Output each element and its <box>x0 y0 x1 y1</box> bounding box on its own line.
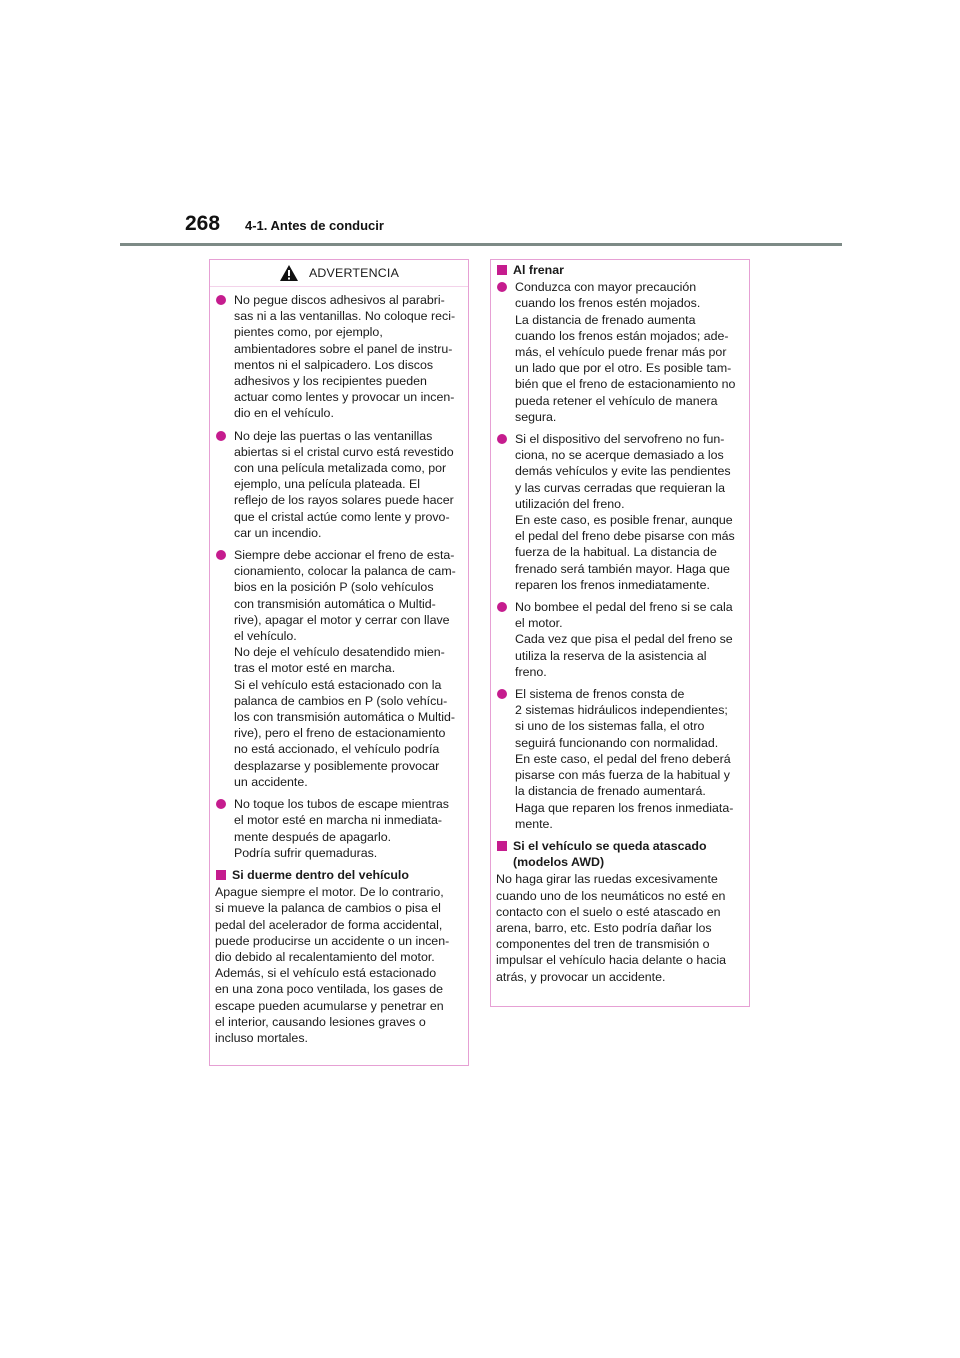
bullet-dot-icon <box>216 295 226 305</box>
text-line: y las curvas cerradas que requieran la <box>515 480 726 495</box>
text-line: pisarse con más fuerza de la habitual y <box>515 768 730 783</box>
text-line: rive), pero el freno de estacionamiento <box>234 726 446 741</box>
text-line: seguirá funcionando con normalidad. <box>515 735 719 750</box>
text-line: rive), apagar el motor y cerrar con llave <box>234 612 450 627</box>
text-line: si mueve la palanca de cambios o pisa el <box>215 901 441 916</box>
bullet-dot-icon <box>497 282 507 292</box>
text-line: actuar como lentes y provocar un incen- <box>234 390 455 405</box>
bullet-dot-icon <box>216 431 226 441</box>
header-rule <box>120 243 842 246</box>
text-line: si uno de los sistemas falla, el otro <box>515 719 705 734</box>
text-line: No deje el vehículo desatendido mien- <box>234 645 445 660</box>
warning-triangle-icon <box>279 264 299 282</box>
text-line: En este caso, es posible frenar, aunque <box>515 513 733 528</box>
bullet-dot-icon <box>497 434 507 444</box>
text-line: No haga girar las ruedas excesivamente <box>496 872 718 887</box>
text-line: 2 sistemas hidráulicos independientes; <box>515 703 728 718</box>
text-line: ciona, no se acerque demasiado a los <box>515 448 724 463</box>
text-line: El sistema de frenos consta de <box>515 687 685 702</box>
text-line: No deje las puertas o las ventanillas <box>234 428 433 443</box>
text-line: el pedal del freno debe pisarse con más <box>515 529 735 544</box>
text-line: incluso mortales. <box>215 1030 308 1045</box>
subsection-heading <box>215 867 462 883</box>
text-line: componentes del tren de transmisión o <box>496 937 710 952</box>
text-line: abiertas si el cristal curvo está revestido <box>234 444 454 459</box>
text-line: Podría sufrir quemaduras. <box>234 845 378 860</box>
text-line: no está accionado, el vehículo podría <box>234 742 440 757</box>
text-line: bién que el freno de estacionamiento no <box>515 377 736 392</box>
warning-box-continued <box>490 259 750 1007</box>
text-line: car un incendio. <box>234 525 322 540</box>
subsection-heading-text: Si el vehículo se queda atascado <box>513 838 707 853</box>
square-bullet-icon <box>216 870 226 880</box>
text-line: los con transmisión automática o Multid- <box>234 710 456 725</box>
section-title: 4-1. Antes de conducir <box>245 218 384 233</box>
text-line: contacto con el suelo o esté atascado en <box>496 904 721 919</box>
text-line: frenado será también mayor. Haga que <box>515 561 730 576</box>
warning-item <box>496 431 743 593</box>
subsection-heading <box>496 262 743 278</box>
text-line: Si el vehículo está estacionado con la <box>234 677 442 692</box>
text-line: el interior, causando lesiones graves o <box>215 1014 426 1029</box>
text-line: el motor esté en marcha ni inmediata- <box>234 813 442 828</box>
subsection-heading-text: Al frenar <box>513 263 564 277</box>
warning-item <box>215 292 462 422</box>
text-line: en una zona poco ventilada, los gases de <box>215 982 444 997</box>
text-line: ambientadores sobre el panel de instru- <box>234 341 453 356</box>
bullet-dot-icon <box>497 602 507 612</box>
text-line: No bombee el pedal del freno si se cala <box>515 600 733 615</box>
square-bullet-icon <box>497 265 507 275</box>
bullet-dot-icon <box>216 550 226 560</box>
text-line: desplazarse y posiblemente provocar <box>234 758 440 773</box>
text-line: mente. <box>515 816 553 831</box>
text-line: cionamiento, colocar la palanca de cam- <box>234 564 456 579</box>
text-line: atrás, y provocar un accidente. <box>496 969 666 984</box>
text-line: arena, barro, etc. Esto podría dañar los <box>496 920 712 935</box>
text-line: Si el dispositivo del servofreno no fun- <box>515 432 725 447</box>
text-line: un lado que por el otro. Es posible tam- <box>515 361 732 376</box>
text-line: más, el vehículo puede frenar más por <box>515 345 727 360</box>
square-bullet-icon <box>497 841 507 851</box>
text-line: dio debido al recalentamiento del motor. <box>215 949 435 964</box>
bullet-dot-icon <box>497 689 507 699</box>
warning-box <box>209 259 469 1066</box>
text-line: el motor. <box>515 616 563 631</box>
text-line: reflejo de los rayos solares puede hacer <box>234 493 454 508</box>
text-line: pientes como, por ejemplo, <box>234 325 383 340</box>
warning-item <box>215 547 462 790</box>
text-line: el vehículo. <box>234 629 297 644</box>
text-line: La distancia de frenado aumenta <box>515 312 696 327</box>
text-line: freno. <box>515 664 547 679</box>
text-line: sas ni a las ventanillas. No coloque reci- <box>234 309 456 324</box>
text-line: cuando uno de los neumáticos no esté en <box>496 888 726 903</box>
text-line: segura. <box>515 409 557 424</box>
text-line: utilización del freno. <box>515 496 625 511</box>
text-line: con transmisión automática o Multid- <box>234 596 436 611</box>
warning-item <box>215 796 462 861</box>
text-line: pueda retener el vehículo de manera <box>515 393 718 408</box>
bullet-dot-icon <box>216 799 226 809</box>
warning-title: ADVERTENCIA <box>308 265 400 280</box>
text-line: Siempre debe accionar el freno de esta- <box>234 548 455 563</box>
text-line: mentos ni el salpicadero. Los discos <box>234 357 434 372</box>
text-line: mente después de apagarlo. <box>234 829 392 844</box>
text-line: un accidente. <box>234 774 308 789</box>
text-line: puede producirse un accidente o un incen- <box>215 933 450 948</box>
text-line: pedal del acelerador de forma accidental, <box>215 917 443 932</box>
paragraph <box>496 871 743 984</box>
text-line: Conduzca con mayor precaución <box>515 280 697 295</box>
text-line: utiliza la reserva de la asistencia al <box>515 648 707 663</box>
subsection-heading-text: (modelos AWD) <box>513 855 605 870</box>
warning-header <box>210 260 468 287</box>
warning-item <box>496 599 743 680</box>
text-line: demás vehículos y evite las pendientes <box>515 464 731 479</box>
text-line: Cada vez que pisa el pedal del freno se <box>515 632 733 647</box>
text-line: impulsar el vehículo hacia delante o hacia <box>496 953 727 968</box>
text-line: Haga que reparen los frenos inmediata- <box>515 800 734 815</box>
subsection-heading-text: Si duerme dentro del vehículo <box>232 867 409 882</box>
text-line: que el cristal actúe como lente y provo- <box>234 509 450 524</box>
text-line: palanca de cambios en P (solo vehícu- <box>234 693 448 708</box>
text-line: la distancia de frenado aumentará. <box>515 784 706 799</box>
text-line: cuando los frenos están mojados; ade- <box>515 328 729 343</box>
text-line: En este caso, el pedal del freno deberá <box>515 751 731 766</box>
text-line: escape pueden acumularse y penetrar en <box>215 998 444 1013</box>
warning-item <box>496 279 743 425</box>
text-line: fuerza de la habitual. La distancia de <box>515 545 717 560</box>
subsection-heading <box>496 838 743 870</box>
text-line: tras el motor esté en marcha. <box>234 661 396 676</box>
text-line: Además, si el vehículo está estacionado <box>215 966 437 981</box>
warning-item <box>496 686 743 832</box>
text-line: No pegue discos adhesivos al parabri- <box>234 293 445 307</box>
warning-item <box>215 428 462 541</box>
page-number: 268 <box>185 212 221 235</box>
text-line: cuando los frenos estén mojados. <box>515 296 701 311</box>
text-line: reparen los frenos inmediatamente. <box>515 577 710 592</box>
text-line: adhesivos y los recipientes pueden <box>234 374 427 389</box>
text-line: No toque los tubos de escape mientras <box>234 797 449 812</box>
text-line: con una película metalizada como, por <box>234 461 447 476</box>
text-line: ejemplo, una película plateada. El <box>234 477 420 492</box>
text-line: Apague siempre el motor. De lo contrario, <box>215 885 444 900</box>
text-line: bios en la posición P (solo vehículos <box>234 580 434 595</box>
paragraph <box>215 884 462 1046</box>
text-line: dio en el vehículo. <box>234 406 334 421</box>
